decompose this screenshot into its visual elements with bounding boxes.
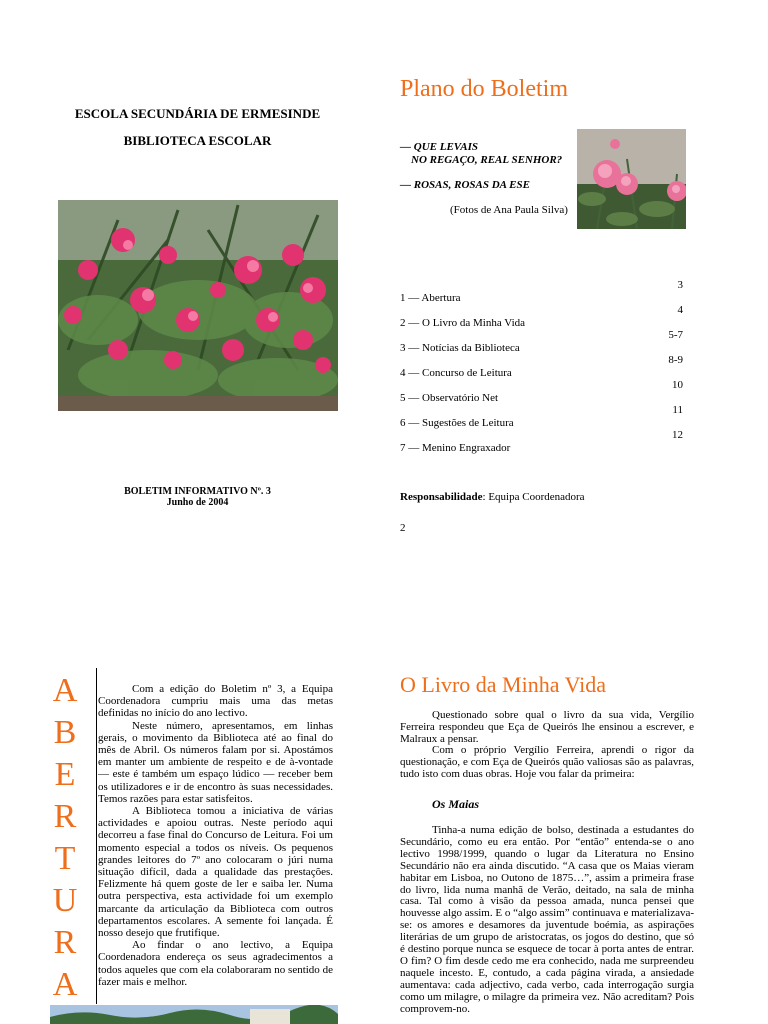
toc-page-3: 5-7	[668, 329, 683, 341]
abertura-letter-5: T	[54, 840, 76, 877]
book-intro-paragraph-1: Questionado sobre qual o livro da sua vida, Vergílio Ferreira respondeu que Eça de Queirós lhe ensinou a escrever, e Malraux a pensar.	[400, 709, 694, 745]
toc-page-4: 8-9	[668, 354, 683, 366]
toc-page-7: 12	[672, 429, 683, 441]
toc-page-5: 10	[672, 379, 683, 391]
book-intro	[400, 710, 694, 781]
photo-credit: (Fotos de Ana Paula Silva)	[450, 204, 568, 216]
abertura-letter-4: R	[53, 798, 77, 835]
abertura-letter-2: B	[53, 714, 77, 751]
oleander-photo	[58, 200, 338, 411]
abertura-letter-3: E	[54, 756, 76, 793]
toc-page-2: 4	[677, 304, 683, 316]
book-body-paragraph-1: Tinha-a numa edição de bolso, destinada a estudantes do Secundário, como eu era então. Por “então” entenda-se o ano lectivo 1998/1999, quando o lugar da Literatura no Ensino Secundário não era ainda discutido. “A casa que os Maias vieram habitar em Lisboa, no Outono de 1875…”, assim a primeira frase do livro, lida numa manhã de Verão, deitado, na sala de minha casa. Tal como à visão da pessoa amada, nunca pensei que houvesse algo assim. E o “algo assim” continuava e materializava-se: os amores e desamores da juventude boémia, as aspirações literárias de um grupo de aristocratas, os jogos do destino, que só é destino porque nunca se esquece de tocar à porta antes de entrar. O fim? O fim desde cedo me era conhecido, nada me surpreendeu naquele incesto. E, contudo, a cada página virada, a ansiedade aumentava: cada adjectivo, cada verbo, cada interrogação surgia como um milagre, o milagre da primeira vez. Não acreditam? Pois comprovem-no.	[400, 824, 694, 1015]
abertura-letter-8: A	[52, 966, 78, 1003]
plan-title: Plano do Boletim	[400, 76, 568, 102]
toc-page-1: 3	[677, 279, 683, 291]
quote-line-2: NO REGAÇO, REAL SENHOR?	[411, 154, 563, 166]
bulletin-number: BOLETIM INFORMATIVO Nº. 3	[124, 486, 271, 497]
toc-item-1: 1 — Abertura	[400, 292, 461, 304]
responsibility-label: Responsabilidade	[400, 491, 483, 503]
abertura-divider	[96, 668, 97, 1004]
school-name: ESCOLA SECUNDÁRIA DE ERMESINDE	[74, 106, 321, 121]
abertura-paragraph-2: Neste número, apresentamos, em linhas gerais, o movimento da Biblioteca até ao final do mês de Abril. Os números falam por si. Apostámos em manter um ambiente de respeito e de à-vontade — este é também um espaço lúdico — receber bem os utilizadores e ir de encontro às suas necessidades. Temos razões para estar satisfeitos.	[98, 719, 333, 805]
book-intro-paragraph-2: Com o próprio Vergílio Ferreira, aprendi o rigor da questionação, e com Eça de Queirós quão valiosas são as palavras, tudo isto com duas obras. Hoje vou falar da primeira:	[400, 744, 694, 780]
responsibility	[400, 491, 585, 503]
toc-item-4: 4 — Concurso de Leitura	[400, 367, 512, 379]
responsibility-value: : Equipa Coordenadora	[482, 491, 585, 503]
toc-item-6: 6 — Sugestões de Leitura	[400, 417, 514, 429]
toc-item-5: 5 — Observatório Net	[400, 392, 499, 404]
abertura-letter-7: R	[53, 924, 77, 961]
abertura-paragraph-4: Ao findar o ano lectivo, a Equipa Coordenadora endereça os seus agradecimentos a todos aqueles que com ela colaboraram no sentido de fazer mais e melhor.	[98, 939, 333, 988]
toc-item-7: 7 — Menino Engraxador	[400, 442, 511, 454]
abertura-letter-1: A	[52, 672, 78, 709]
abertura-letter-6: U	[52, 882, 78, 919]
quote-line-1: — QUE LEVAIS	[400, 141, 479, 153]
bulletin-date: Junho de 2004	[166, 497, 229, 508]
book-title: O Livro da Minha Vida	[400, 672, 607, 697]
abertura-paragraph-1: Com a edição do Boletim nº 3, a Equipa Coordenadora cumpriu mais uma das metas definidas no início do ano lectivo.	[98, 683, 333, 720]
abertura-paragraph-3: A Biblioteca tomou a iniciativa de várias actividades e apoiou outras. Neste período aqui decorreu a fase final do Concurso de Leitura. Foi um momento especial a todos os níveis. Os pequenos grandes leitores do 7º ano colocaram o júri numa situação difícil, dada a qualidade das prestações. Felizmente há quem goste de ler e saiba ler. Numa outra perspectiva, esta actividade foi um exemplo marcante da articulação da Biblioteca com outros departamentos escolares. A semente foi lançada. É nosso desejo que frutifique.	[98, 805, 333, 940]
toc-item-2: 2 — O Livro da Minha Vida	[400, 317, 526, 329]
rose-photo	[577, 129, 686, 229]
bulletin-info	[60, 486, 335, 508]
quote	[400, 141, 562, 167]
library-name: BIBLIOTECA ESCOLAR	[123, 133, 272, 148]
page-number: 2	[400, 522, 406, 534]
book-subtitle: Os Maias	[432, 797, 480, 811]
abertura-text	[98, 683, 333, 988]
book-body	[400, 825, 694, 1016]
toc-page-6: 11	[672, 404, 683, 416]
toc-item-3: 3 — Notícias da Biblioteca	[400, 342, 520, 354]
quote-answer: — ROSAS, ROSAS DA ESE	[400, 179, 530, 191]
landscape-photo	[50, 1005, 338, 1024]
